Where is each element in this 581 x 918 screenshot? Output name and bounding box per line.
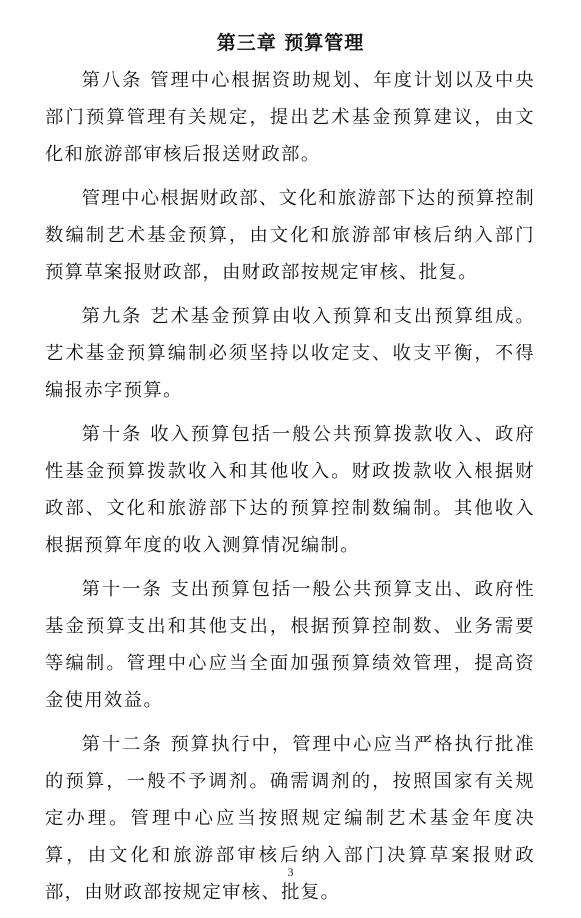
paragraph-article-12: 第十二条 预算执行中，管理中心应当严格执行批准的预算，一般不予调剂。确需调剂的，按照国家有关规定办理。管理中心应当按照规定编制艺术基金年度决算，由文化和旅游部审核后纳入部门决算草案报财政部，由财政部按规定审核、批复。 — [45, 734, 535, 903]
paragraph-article-10: 第十条 收入预算包括一般公共预算拨款收入、政府性基金预算拨款收入和其他收入。财政拨款收入根据财政部、文化和旅游部下达的预算控制数编制。其他收入根据预算年度的收入测算情况编制。 — [45, 424, 535, 556]
document-body — [45, 62, 535, 918]
paragraph-article-9: 第九条 艺术基金预算由收入预算和支出预算组成。艺术基金预算编制必须坚持以收定支、收支平衡，不得编报赤字预算。 — [45, 306, 535, 401]
paragraph-article-11: 第十一条 支出预算包括一般公共预算支出、政府性基金预算支出和其他支出，根据预算控制数、业务需要等编制。管理中心应当全面加强预算绩效管理，提高资金使用效益。 — [45, 579, 535, 711]
paragraph-article-8-continued: 管理中心根据财政部、文化和旅游部下达的预算控制数编制艺术基金预算，由文化和旅游部审核后纳入部门预算草案报财政部，由财政部按规定审核、批复。 — [45, 188, 535, 283]
page-number: 3 — [287, 865, 294, 879]
chapter-title: 第三章 预算管理 — [216, 32, 365, 54]
paragraph-article-8: 第八条 管理中心根据资助规划、年度计划以及中央部门预算管理有关规定，提出艺术基金预算建议，由文化和旅游部审核后报送财政部。 — [45, 70, 535, 165]
